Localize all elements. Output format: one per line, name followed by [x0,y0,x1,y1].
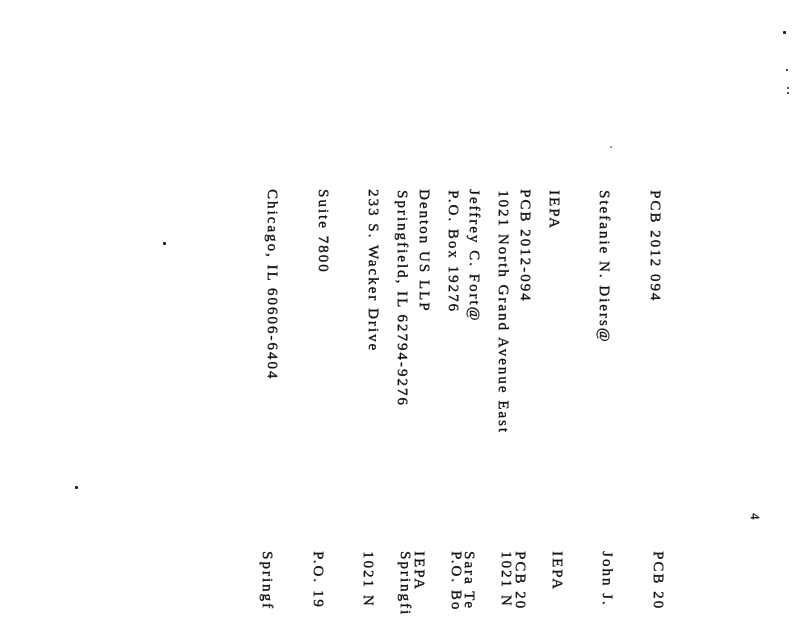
street-address-line: 1021 North Grand Avenue East [495,190,512,435]
po-box-line: P.O. 19 [310,551,326,609]
street-address-line: 1021 N [360,551,377,608]
city-state-zip-line: Springf [259,551,276,610]
scan-speck [75,486,78,489]
scan-speck [610,146,612,148]
recipient-name-line: Sara Te [461,551,478,610]
organization-line: IEPA [546,190,562,230]
city-state-zip-line: Springfield, IL 62794-9276 [394,190,411,407]
organization-line: Denton US LLP [416,189,432,313]
street-address-line: 233 S. Wacker Drive [365,189,382,353]
recipient-name-line: Stefanie N. Diers@ [596,190,613,344]
scan-speck [786,69,788,71]
city-state-zip-line: Springfi [397,551,414,617]
organization-line: IEPA [549,551,565,591]
street-address-line: 1021 N [498,551,515,608]
suite-line: Suite 7800 [315,189,331,274]
po-box-line: P.O. Box 19276 [445,190,461,314]
case-number-line: PCB 20 [650,551,666,611]
city-state-zip-line: Chicago, IL 60606-6404 [264,189,281,381]
recipient-name-line: Jeffrey C. Fort@ [466,189,483,323]
scan-speck [787,87,789,89]
case-number-line: PCB 2012-094 [517,189,533,303]
address-block-partial-sara [224,551,563,610]
case-number-line: PCB 2012 094 [647,190,663,303]
scan-speck [163,242,166,245]
recipient-name-line: John J. [599,551,616,607]
scan-speck [783,31,786,34]
page-number: 4 [748,513,763,520]
address-block-fort [229,189,568,380]
scan-speck [787,92,789,94]
po-box-line: P.O. Bo [448,551,464,612]
organization-line: IEPA [411,551,427,591]
case-number-line: PCB 20 [512,551,528,611]
